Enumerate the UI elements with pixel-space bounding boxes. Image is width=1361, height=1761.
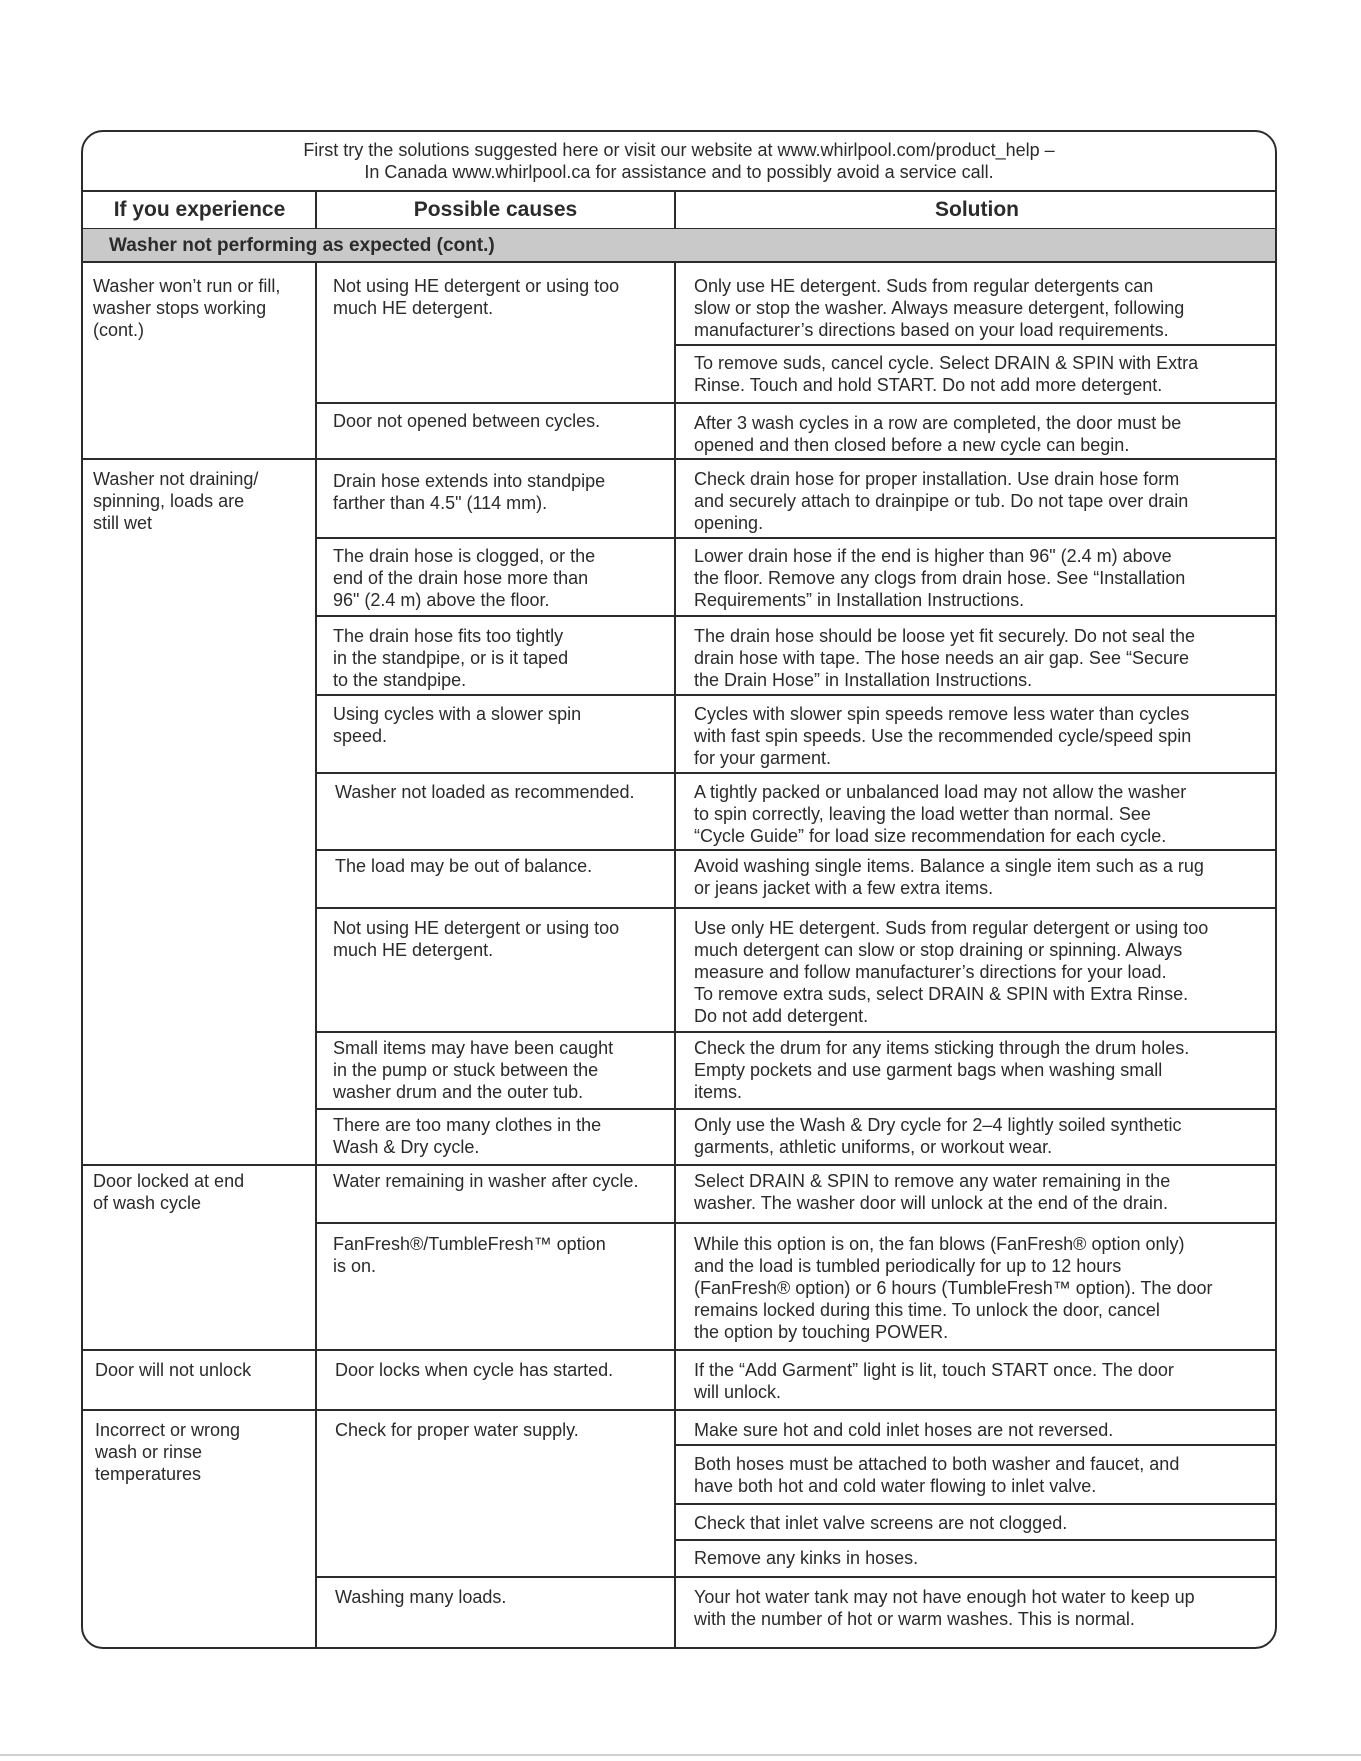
row-divider [316, 402, 1275, 404]
cause-cell: The drain hose is clogged, or the end of the drain hose more than 96" (2.4 m) above the floor. [333, 546, 596, 610]
section-title: Washer not performing as expected (cont.) [83, 229, 1275, 262]
cause-cell: FanFresh®/TumbleFresh™ option is on. [333, 1234, 606, 1276]
row-divider [675, 344, 1275, 346]
cause-cell: Using cycles with a slower spin speed. [333, 704, 582, 746]
intro-line-1: First try the solutions suggested here or visit our website at www.whirlpool.com/product_help – [303, 140, 1055, 160]
row-divider [316, 849, 1275, 851]
row-divider [83, 458, 1275, 460]
solution-cell: Make sure hot and cold inlet hoses are not reversed. [694, 1420, 1114, 1440]
experience-cell: Door locked at end of wash cycle [93, 1171, 245, 1213]
solution-cell: Only use the Wash & Dry cycle for 2–4 lightly soiled synthetic garments, athletic uniforms, or workout wear. [694, 1115, 1182, 1157]
intro-text [83, 132, 1275, 191]
row-divider [316, 694, 1275, 696]
cause-cell: Drain hose extends into standpipe farther than 4.5" (114 mm). [333, 471, 606, 513]
row-divider [675, 1444, 1275, 1446]
solution-cell: Avoid washing single items. Balance a single item such as a rug or jeans jacket with a few extra items. [694, 856, 1204, 898]
solution-cell: Remove any kinks in hoses. [694, 1548, 919, 1568]
solution-cell: A tightly packed or unbalanced load may not allow the washer to spin correctly, leaving the load wetter than normal. See “Cycle Guide” for load size recommendation for each cycle. [694, 782, 1187, 846]
solution-cell: Check the drum for any items sticking through the drum holes. Empty pockets and use garment bags when washing small items. [694, 1038, 1190, 1102]
column-header-experience: If you experience [113, 198, 286, 221]
solution-cell: Only use HE detergent. Suds from regular detergents can slow or stop the washer. Always measure detergent, following manufacturer’s directions based on your load requirements. [694, 276, 1185, 340]
solution-cell: Your hot water tank may not have enough hot water to keep up with the number of hot or warm washes. This is normal. [694, 1587, 1195, 1629]
intro-line-2: In Canada www.whirlpool.ca for assistance and to possibly avoid a service call. [364, 162, 994, 182]
row-divider [316, 907, 1275, 909]
solution-cell: Lower drain hose if the end is higher than 96" (2.4 m) above the floor. Remove any clogs from drain hose. See “Installation Requirements” in Installation Instructions. [694, 546, 1186, 610]
solution-cell: While this option is on, the fan blows (FanFresh® option only) and the load is tumbled periodically for up to 12 hours (FanFresh® option) or 6 hours (TumbleFresh™ option). The door remains locked during this time. To unlock the door, cancel the option by touching POWER. [694, 1234, 1213, 1342]
cause-cell: Check for proper water supply. [335, 1420, 579, 1440]
solution-cell: Check drain hose for proper installation. Use drain hose form and securely attach to drainpipe or tub. Do not tape over drain opening. [694, 469, 1189, 533]
column-divider [315, 191, 317, 229]
row-divider [83, 1349, 1275, 1351]
row-divider [316, 615, 1275, 617]
row-divider [675, 1503, 1275, 1505]
row-divider [675, 1539, 1275, 1541]
solution-cell: Check that inlet valve screens are not clogged. [694, 1513, 1068, 1533]
solution-cell: Use only HE detergent. Suds from regular detergent or using too much detergent can slow or stop draining or spinning. Always measure and follow manufacturer’s directions for your load. To remove extra suds, select DRAIN & SPIN with Extra Rinse. Do not add detergent. [694, 918, 1209, 1026]
cause-cell: Small items may have been caught in the pump or stuck between the washer drum and the outer tub. [333, 1038, 614, 1102]
row-divider [83, 1164, 1275, 1166]
experience-cell: Washer not draining/ spinning, loads are still wet [93, 469, 259, 533]
solution-cell: After 3 wash cycles in a row are completed, the door must be opened and then closed before a new cycle can begin. [694, 413, 1182, 455]
cause-cell: There are too many clothes in the Wash & Dry cycle. [333, 1115, 602, 1157]
cause-cell: Not using HE detergent or using too much HE detergent. [333, 276, 620, 318]
row-divider [316, 1031, 1275, 1033]
column-header-solution: Solution [935, 198, 1019, 221]
cause-cell: Washer not loaded as recommended. [335, 782, 635, 802]
cause-cell: Door locks when cycle has started. [335, 1360, 614, 1380]
row-divider [316, 1576, 1275, 1578]
page-edge-line [0, 1754, 1361, 1756]
row-divider [83, 1409, 1275, 1411]
cause-cell: Water remaining in washer after cycle. [333, 1171, 639, 1191]
divider [83, 261, 1275, 263]
cause-cell: The drain hose fits too tightly in the standpipe, or is it taped to the standpipe. [333, 626, 569, 690]
row-divider [316, 537, 1275, 539]
row-divider [316, 772, 1275, 774]
cause-cell: The load may be out of balance. [335, 856, 593, 876]
solution-cell: Cycles with slower spin speeds remove less water than cycles with fast spin speeds. Use the recommended cycle/speed spin for your garment. [694, 704, 1192, 768]
column-header-causes: Possible causes [413, 198, 578, 221]
cause-cell: Door not opened between cycles. [333, 411, 601, 431]
column-divider [315, 262, 317, 1647]
troubleshooting-table [81, 130, 1277, 1649]
row-divider [316, 1108, 1275, 1110]
solution-cell: Both hoses must be attached to both washer and faucet, and have both hot and cold water flowing to inlet valve. [694, 1454, 1180, 1496]
row-divider [316, 1222, 1275, 1224]
solution-cell: If the “Add Garment” light is lit, touch START once. The door will unlock. [694, 1360, 1174, 1402]
cause-cell: Washing many loads. [335, 1587, 507, 1607]
experience-cell: Door will not unlock [95, 1360, 252, 1380]
cause-cell: Not using HE detergent or using too much HE detergent. [333, 918, 620, 960]
column-divider [674, 191, 676, 229]
experience-cell: Incorrect or wrong wash or rinse temperatures [95, 1420, 241, 1484]
experience-cell: Washer won’t run or fill, washer stops working (cont.) [93, 276, 281, 340]
solution-cell: To remove suds, cancel cycle. Select DRAIN & SPIN with Extra Rinse. Touch and hold START. Do not add more detergent. [694, 353, 1199, 395]
solution-cell: The drain hose should be loose yet fit securely. Do not seal the drain hose with tape. The hose needs an air gap. See “Secure the Drain Hose” in Installation Instructions. [694, 626, 1195, 690]
solution-cell: Select DRAIN & SPIN to remove any water remaining in the washer. The washer door will unlock at the end of the drain. [694, 1171, 1171, 1213]
